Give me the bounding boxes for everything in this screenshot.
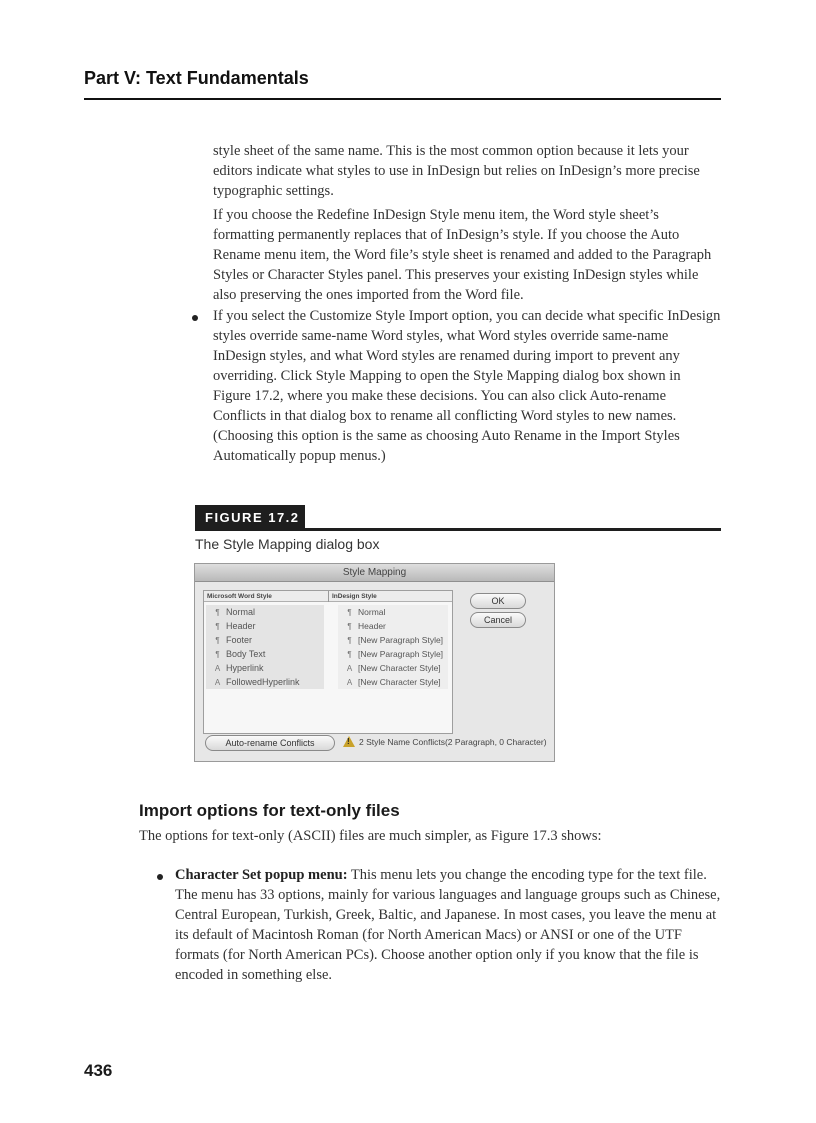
indesign-style-name: [New Character Style] xyxy=(358,663,441,673)
indesign-style-select[interactable] xyxy=(338,605,448,619)
indesign-style-select[interactable] xyxy=(338,675,448,689)
dialog-title: Style Mapping xyxy=(195,564,554,582)
word-style-name: Body Text xyxy=(226,649,266,659)
style-mapping-dialog xyxy=(194,563,555,762)
bullet-text: This menu lets you change the encoding type for the text file. The menu has 33 options, mainly for various languages and language groups such as Chinese, Central European, Turkish, Greek, Baltic, and Japanese. In most cases, you leave the menu at its default of Macintosh Roman (for North American Macs) or ANSI or one of the UTF formats (for North American PCs). Choose another option only if you know that the file is encoded in something else. xyxy=(175,867,721,983)
word-style-name: Hyperlink xyxy=(226,663,264,673)
style-mapping-table xyxy=(203,590,453,734)
conflicts-status: 2 Style Name Conflicts(2 Paragraph, 0 Character) xyxy=(359,737,547,747)
bullet-dot xyxy=(157,874,163,880)
indesign-style-name: Normal xyxy=(358,607,386,617)
mapping-row[interactable] xyxy=(204,661,452,675)
column-header-indesign-style: InDesign Style xyxy=(329,591,452,602)
ok-button[interactable]: OK xyxy=(470,593,526,609)
section-intro: The options for text-only (ASCII) files are much simpler, as Figure 17.3 shows: xyxy=(139,828,602,844)
running-header-title: Part V: Text Fundamentals xyxy=(84,68,309,88)
paragraph-icon: ¶ xyxy=(347,650,352,659)
paragraph-icon: ¶ xyxy=(215,650,220,659)
indesign-style-name: Header xyxy=(358,621,386,631)
indesign-style-name: [New Paragraph Style] xyxy=(358,635,444,645)
bullet-dot xyxy=(192,315,198,321)
indesign-style-name: [New Character Style] xyxy=(358,677,441,687)
word-style-name: Normal xyxy=(226,607,256,617)
figure-rule xyxy=(305,528,721,531)
header-rule xyxy=(84,98,721,100)
mapping-row[interactable] xyxy=(204,605,452,619)
auto-rename-conflicts-button[interactable]: Auto-rename Conflicts xyxy=(205,735,335,751)
paragraph-icon: ¶ xyxy=(347,622,352,631)
character-style-icon: A xyxy=(346,664,353,673)
indesign-style-select[interactable] xyxy=(338,647,448,661)
page-number: 436 xyxy=(84,1061,113,1080)
mapping-row[interactable] xyxy=(204,647,452,661)
word-style-name: Header xyxy=(226,621,256,631)
warning-icon xyxy=(343,736,355,747)
bullet-term: Character Set popup menu: xyxy=(175,867,348,883)
mapping-row[interactable] xyxy=(204,633,452,647)
paragraph-icon: ¶ xyxy=(215,608,220,617)
word-style-name: FollowedHyperlink xyxy=(226,677,300,687)
character-style-icon: A xyxy=(346,678,353,687)
paragraph-style-sheet: style sheet of the same name. This is the most common option because it lets your editors indicate what styles to use in InDesign but relies on InDesign’s more precise typographic settings. xyxy=(213,143,700,199)
indesign-style-name: [New Paragraph Style] xyxy=(358,649,444,659)
indesign-style-select[interactable] xyxy=(338,661,448,675)
cancel-button[interactable]: Cancel xyxy=(470,612,526,628)
indesign-style-select[interactable] xyxy=(338,633,448,647)
paragraph-icon: ¶ xyxy=(347,636,352,645)
mapping-row[interactable] xyxy=(204,675,452,689)
word-style-name: Footer xyxy=(226,635,253,645)
paragraph-icon: ¶ xyxy=(347,608,352,617)
section-heading: Import options for text-only files xyxy=(139,801,400,820)
paragraph-redefine-style: If you choose the Redefine InDesign Style menu item, the Word style sheet’s formatting permanently replaces that of InDesign’s style. If you choose the Auto Rename menu item, the Word file’s style sheet is renamed and added to the Paragraph Styles or Character Styles panel. This preserves your existing InDesign styles while also preserving the ones imported from the Word file. xyxy=(213,207,712,303)
mapping-row[interactable] xyxy=(204,619,452,633)
bullet-customize-style-import: If you select the Customize Style Import option, you can decide what specific InDesign styles override same-name Word styles, what Word styles override same-name InDesign styles, and what Word styles are renamed during import to prevent any overriding. Click Style Mapping to open the Style Mapping dialog box shown in Figure 17.2, where you make these decisions. You can also click Auto-rename Conflicts in that dialog box to rename all conflicting Word styles to new names. (Choosing this option is the same as choosing Auto Rename in the Import Styles Automatically popup menus.) xyxy=(213,308,721,464)
figure-label: FIGURE 17.2 xyxy=(205,510,300,525)
paragraph-icon: ¶ xyxy=(215,636,220,645)
bullet-character-set xyxy=(175,865,721,985)
character-style-icon: A xyxy=(214,678,221,687)
character-style-icon: A xyxy=(214,664,221,673)
indesign-style-select[interactable] xyxy=(338,619,448,633)
warning-glyph: ! xyxy=(347,737,350,746)
figure-caption: The Style Mapping dialog box xyxy=(195,536,380,552)
column-header-word-style: Microsoft Word Style xyxy=(204,591,328,602)
paragraph-icon: ¶ xyxy=(215,622,220,631)
